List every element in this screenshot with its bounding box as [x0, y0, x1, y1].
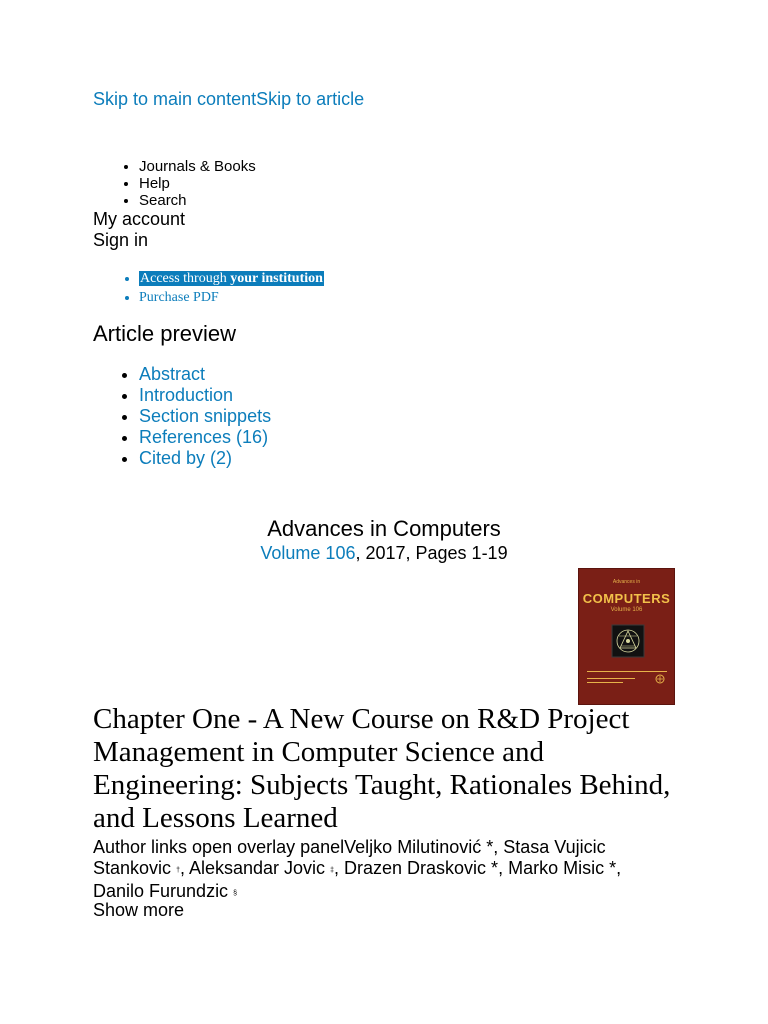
cover-volume: Volume 106 — [610, 607, 643, 613]
access-options — [93, 269, 324, 307]
author-2[interactable]: Stasa Vujicic Stankovic — [93, 837, 606, 878]
author-5[interactable]: Marko Misic — [508, 858, 605, 878]
chapter-title: Chapter One - A New Course on R&D Project Management in Computer Science and Engineering: Subjects Taught, Rationales Behind, and Lessons Learned — [93, 703, 671, 834]
skip-to-article-link[interactable]: Skip to article — [256, 89, 365, 109]
access-institution-bold: your institution — [230, 271, 323, 286]
author-sep: , — [616, 858, 622, 878]
top-nav — [93, 158, 256, 209]
author-4[interactable]: Drazen Draskovic — [344, 858, 487, 878]
preview-link-introduction[interactable]: Introduction — [139, 385, 234, 405]
cover-series: Advances in — [612, 579, 641, 585]
preview-item-introduction[interactable] — [139, 385, 271, 406]
preview-item-cited-by[interactable] — [139, 448, 271, 469]
volume-link[interactable]: Volume 106 — [260, 543, 356, 563]
nav-item-journals[interactable] — [139, 158, 256, 175]
author-sep: , — [179, 858, 189, 878]
cover-artwork-icon — [611, 624, 645, 658]
preview-item-section-snippets[interactable] — [139, 406, 271, 427]
author-6[interactable]: Danilo Furundzic — [93, 881, 229, 901]
journal-title[interactable]: Advances in Computers — [267, 516, 501, 541]
author-sep: , — [333, 858, 344, 878]
author-5-mark: * — [604, 858, 617, 878]
volume-details: , 2017, Pages 1-19 — [355, 543, 508, 563]
access-institution-item[interactable] — [139, 269, 324, 288]
journal-cover-image[interactable] — [578, 568, 675, 705]
preview-link-references[interactable]: References (16) — [139, 427, 269, 447]
author-3[interactable]: Aleksandar Jovic — [188, 858, 326, 878]
access-institution-button[interactable] — [139, 271, 324, 286]
preview-item-references[interactable] — [139, 427, 271, 448]
purchase-pdf-item[interactable] — [139, 288, 324, 307]
nav-item-help[interactable] — [139, 175, 256, 192]
article-preview-nav — [93, 364, 271, 469]
author-1[interactable]: Veljko Milutinović — [344, 837, 482, 857]
author-sep: , — [493, 837, 504, 857]
cover-title: COMPUTERS — [582, 591, 671, 606]
journal-info — [0, 516, 768, 564]
author-sep: , — [498, 858, 509, 878]
nav-item-help-label[interactable]: Help — [139, 175, 170, 192]
journal-meta — [0, 542, 768, 564]
account-area — [93, 209, 185, 251]
cover-footer — [587, 671, 667, 686]
preview-link-section-snippets[interactable]: Section snippets — [139, 406, 272, 426]
preview-item-abstract[interactable] — [139, 364, 271, 385]
skip-to-main-link[interactable]: Skip to main content — [93, 89, 257, 109]
nav-item-journals-label[interactable]: Journals & Books — [139, 158, 256, 175]
author-2-mark: † — [176, 867, 180, 874]
author-list — [93, 837, 683, 904]
article-preview-heading: Article preview — [93, 321, 237, 346]
author-4-mark: * — [486, 858, 499, 878]
author-1-mark: * — [481, 837, 494, 857]
preview-link-abstract[interactable]: Abstract — [139, 364, 206, 384]
preview-link-cited-by[interactable]: Cited by (2) — [139, 448, 233, 468]
author-3-mark: ‡ — [330, 867, 334, 874]
nav-item-search-label[interactable]: Search — [139, 192, 187, 209]
skip-links — [93, 88, 364, 110]
author-links-label[interactable]: Author links open overlay panel — [93, 837, 345, 857]
sign-in-button[interactable]: Sign in — [93, 230, 149, 250]
author-6-mark: § — [233, 890, 237, 897]
nav-item-search[interactable] — [139, 192, 256, 209]
my-account-button[interactable]: My account — [93, 209, 186, 229]
purchase-pdf-link[interactable]: Purchase PDF — [139, 290, 219, 305]
show-more-button[interactable]: Show more — [93, 900, 185, 920]
publisher-logo-icon — [655, 674, 665, 684]
access-prefix: Access through — [140, 271, 231, 286]
